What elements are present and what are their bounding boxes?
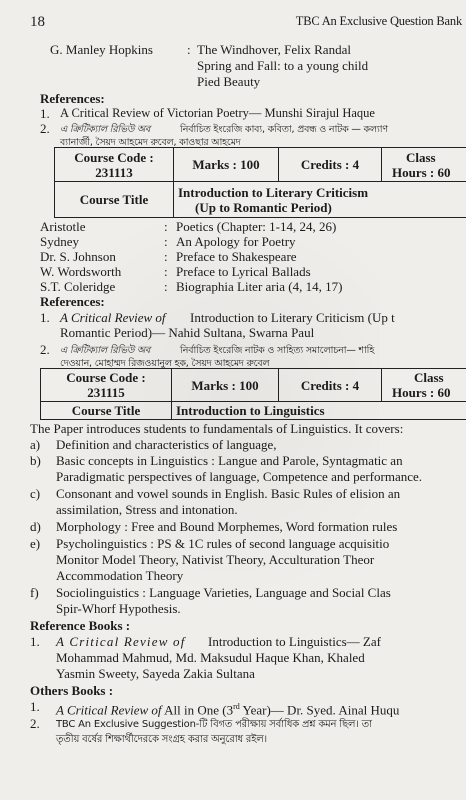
topic-line: assimilation, Stress and intonation. — [56, 502, 238, 517]
ref2-item1-text: Introduction to Literary Criticism (Up t — [190, 310, 395, 325]
topic-label: e) — [30, 536, 41, 551]
ref2-item2-num: 2. — [40, 342, 50, 357]
refbook-text: Introduction to Linguistics— Zaf — [208, 634, 381, 649]
ref2-item2-italic: এ ক্রিটিক্যাল রিভিউ অব — [60, 345, 151, 356]
class-hours-cell — [382, 148, 466, 182]
ref1-item2-italic: এ ক্রিটিক্যাল রিভিউ অব — [60, 124, 151, 135]
ref1-item2-line2: ব্যানার্জী, সৈয়দ আহমেদ রুবেল, কাওছার আহমেদ — [60, 137, 241, 148]
text-colon-4: : — [164, 264, 168, 279]
refbook-italic: A Critical Review of — [56, 634, 186, 649]
topic-line: Monitor Model Theory, Nativist Theory, Acculturation Theor — [56, 552, 375, 567]
ref1-item1-text: A Critical Review of Victorian Poetry— Munshi Sirajul Haque — [60, 106, 375, 120]
topic-line: Spir-Whorf Hypothesis. — [56, 601, 181, 616]
hopkins-work-2: Spring and Fall: to a young child — [197, 58, 369, 73]
others-books-heading: Others Books : — [30, 683, 114, 698]
hopkins-work-3: Pied Beauty — [197, 74, 261, 89]
course-title-line2: (Up to Romantic Period) — [195, 199, 332, 215]
ref2-item2-text: নির্বাচিত ইংরেজি নাটক ও সাহিত্য সমালোচনা— শাহি — [180, 345, 375, 356]
hopkins-colon: : — [187, 42, 191, 57]
topic-line: Sociolinguistics : Language Varieties, Language and Social Clas — [56, 585, 391, 600]
text-author-3: Dr. S. Johnson — [40, 249, 116, 264]
course-code-value: 231113 — [95, 164, 133, 180]
course-code-cell — [55, 148, 174, 182]
topic-label: f) — [30, 585, 39, 600]
course-title-label: Course Title — [55, 182, 174, 218]
course-table-231113 — [54, 147, 466, 218]
ref2-item1-italic: A Critical Review of — [60, 310, 166, 325]
text-colon-5: : — [164, 279, 168, 294]
refbook-num: 1. — [30, 634, 40, 649]
course-title-label: Course Title — [41, 402, 172, 420]
marks-cell: Marks : 100 — [172, 369, 279, 402]
others-item2-num: 2. — [30, 716, 40, 731]
refbook-line2: Mohammad Mahmud, Md. Maksudul Haque Khan, Khaled — [56, 650, 365, 665]
course-code-label: Course Code : — [74, 149, 154, 165]
topic-line: Definition and characteristics of language, — [56, 437, 277, 452]
others-item2-text — [56, 716, 372, 732]
others-item1-num: 1. — [30, 699, 40, 714]
course-table-231115 — [40, 368, 466, 420]
course-code-value: 231115 — [87, 385, 125, 400]
page-number: 18 — [30, 14, 45, 30]
topic-line: Basic concepts in Linguistics : Langue and Parole, Syntagmatic an — [56, 453, 403, 468]
refbook-line3: Yasmin Sweety, Sayeda Zakia Sultana — [56, 666, 255, 681]
reference-books-heading: Reference Books : — [30, 618, 131, 633]
others-item1-sup: rd — [233, 702, 240, 711]
credits-cell: Credits : 4 — [279, 148, 382, 182]
others-item1-italic: A Critical Review of — [56, 702, 162, 718]
ref2-item1-line2: Romantic Period)— Nahid Sultana, Swarna Paul — [60, 325, 315, 340]
ref2-item1-num: 1. — [40, 310, 50, 325]
topic-line: Psycholinguistics : PS & 1C rules of second language acquisitio — [56, 536, 390, 551]
references-heading-1: References: — [40, 91, 105, 106]
references-heading-2: References: — [40, 294, 105, 309]
text-author-5: S.T. Coleridge — [40, 279, 116, 294]
text-work-4: Preface to Lyrical Ballads — [176, 264, 311, 279]
text-author-4: W. Wordsworth — [40, 264, 122, 279]
course-title-cell — [174, 182, 466, 218]
others-item1-b: Year)— Dr. Syed. Ainal Huqu — [239, 702, 400, 718]
topic-label: a) — [30, 437, 41, 452]
others-item1 — [56, 699, 399, 717]
topic-label: c) — [30, 486, 41, 501]
class-label: Class — [406, 149, 436, 165]
course-title-line1: Introduction to Literary Criticism — [178, 184, 369, 200]
topic-line: Paradigmatic perspectives of language, Competence and performance. — [56, 469, 423, 484]
course-code-cell — [41, 369, 172, 402]
credits-cell: Credits : 4 — [279, 369, 382, 402]
ref1-item1-num: 1. — [40, 106, 50, 121]
hours-value: Hours : 60 — [392, 164, 451, 180]
text-colon-1: : — [164, 219, 168, 234]
text-author-1: Aristotle — [40, 219, 86, 234]
text-work-3: Preface to Shakespeare — [176, 249, 297, 264]
topic-line: Accommodation Theory — [56, 568, 184, 583]
course-code-label: Course Code : — [66, 370, 146, 385]
text-work-5: Biographia Liter aria (4, 14, 17) — [176, 279, 343, 294]
ref1-item2-num: 2. — [40, 121, 50, 136]
others-item2-line2: তৃতীয় বর্ষের শিক্ষার্থীদেরকে সংগ্রহ করার অনুরোধ রইল। — [56, 734, 267, 745]
linguistics-intro: The Paper introduces students to fundamentals of Linguistics. It covers: — [30, 421, 404, 436]
class-label: Class — [414, 370, 444, 385]
text-work-1: Poetics (Chapter: 1-14, 24, 26) — [176, 219, 337, 234]
hopkins-author: G. Manley Hopkins — [50, 42, 153, 57]
others-item1-a: All in One (3 — [164, 702, 234, 718]
text-colon-3: : — [164, 249, 168, 264]
topic-label: d) — [30, 519, 41, 534]
topic-label: b) — [30, 453, 41, 468]
text-author-2: Sydney — [40, 234, 79, 249]
topic-line: Consonant and vowel sounds in English. Basic Rules of elision an — [56, 486, 401, 501]
text-colon-2: : — [164, 234, 168, 249]
ref2-item2-line2: দেওয়ান, মোহাম্মদ রিজওয়ানুল হক, সৈয়দ আহমেদ রুবেল — [60, 358, 270, 369]
text-work-2: An Apology for Poetry — [176, 234, 296, 249]
ref1-item2-text: নির্বাচিত ইংরেজি কাব্য, কবিতা, প্রবন্ধ ও নাটক — কল্যাণ — [180, 124, 388, 135]
class-hours-cell — [382, 369, 466, 402]
marks-cell: Marks : 100 — [174, 148, 279, 182]
course-title-cell: Introduction to Linguistics — [172, 402, 466, 420]
topic-line: Morphology : Free and Bound Morphemes, Word formation rules — [56, 519, 398, 534]
others-item2-main: TBC An Exclusive Suggestion-টি বিগত পরীক্ষায় সর্বাধিক প্রশ্ন কমন ছিল। তা — [56, 719, 372, 730]
hours-value: Hours : 60 — [392, 385, 451, 400]
hopkins-work-1: The Windhover, Felix Randal — [197, 42, 351, 57]
book-title: TBC An Exclusive Question Bank — [295, 14, 462, 28]
